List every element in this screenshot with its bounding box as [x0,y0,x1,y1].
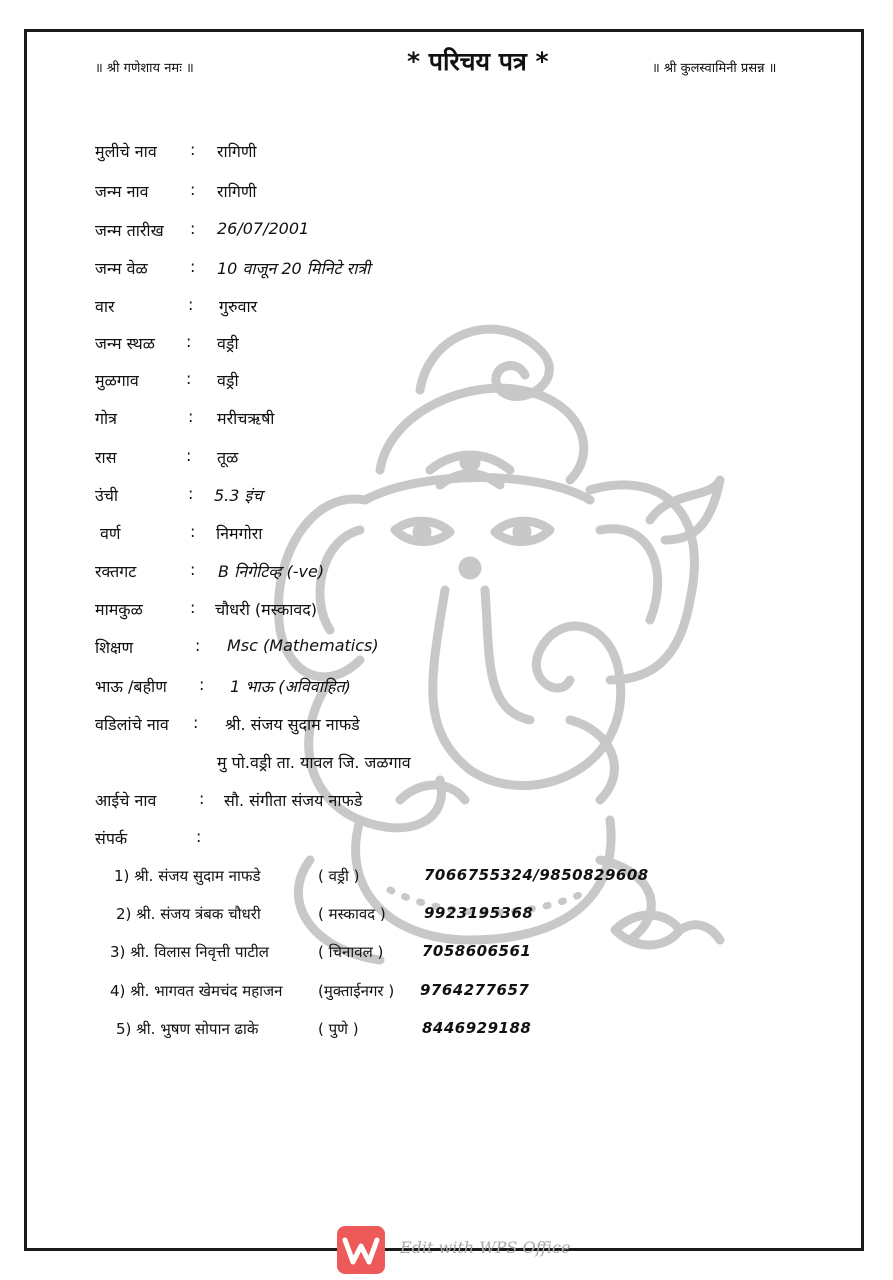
field-label: वडिलांचे नाव [95,715,169,734]
contact-name: 1) श्री. संजय सुदाम नाफडे [114,867,261,885]
field-value: 26/07/2001 [217,219,310,238]
field-colon: : [190,560,196,579]
field-value: 1 भाऊ (अविवाहित) [230,677,351,696]
field-colon: : [190,180,196,199]
field-colon: : [190,522,196,541]
field-value: वड्री [217,371,239,390]
contact-place: ( पुणे ) [318,1020,359,1038]
field-colon: : [195,636,201,655]
field-label: जन्म तारीख [95,221,164,240]
contact-name: 4) श्री. भागवत खेमचंद महाजन [110,982,283,1000]
field-label: आईचे नाव [95,791,157,810]
field-value: मरीचऋषी [217,409,275,428]
field-colon: : [196,827,202,846]
field-value: श्री. संजय सुदाम नाफडे [225,715,360,734]
field-colon: : [186,332,192,351]
field-value: B निगेटिव्ह (-ve) [218,562,325,581]
field-label: उंची [95,486,119,505]
contact-phone: 9923195368 [424,904,534,922]
wps-watermark-text: Edit with WPS Office [400,1238,571,1257]
field-label: जन्म स्थळ [95,334,155,353]
field-value: चौधरी (मस्कावद) [215,600,318,619]
field-label: संपर्क [95,829,128,848]
contact-phone: 8446929188 [422,1019,532,1037]
field-value: रागिणी [217,142,257,161]
field-label: वार [95,297,115,316]
field-value: Msc (Mathematics) [227,636,379,655]
field-colon: : [186,446,192,465]
contact-phone: 7058606561 [422,942,532,960]
contact-place: (मुक्ताईनगर ) [318,982,395,1000]
field-value: निमगोरा [216,524,263,543]
contact-name: 5) श्री. भुषण सोपान ढाके [116,1020,259,1038]
header-left: ॥ श्री गणेशाय नमः ॥ [95,61,194,76]
field-value: तूळ [217,448,239,467]
field-value: मु पो.वड्री ता. यावल जि. जळगाव [217,753,411,772]
field-colon: : [190,140,196,159]
contact-name: 2) श्री. संजय त्रंबक चौधरी [116,905,261,923]
contact-phone: 7066755324/9850829608 [424,866,649,884]
field-label: रक्तगट [95,562,137,581]
contact-place: ( वड्री ) [318,867,360,885]
field-value: वड्री [217,334,239,353]
field-colon: : [188,407,194,426]
contact-name: 3) श्री. विलास निवृत्ती पाटील [110,943,269,961]
field-value: 5.3 इंच [214,486,263,505]
field-label: मामकुळ [95,600,143,619]
field-label: मुलीचे नाव [95,142,157,161]
field-label: शिक्षण [95,638,134,657]
field-label: रास [95,448,117,467]
field-label: वर्ण [100,524,121,543]
field-label: जन्म नाव [95,182,149,201]
field-colon: : [193,713,199,732]
header-right: ॥ श्री कुलस्वामिनी प्रसन्न ॥ [652,61,777,76]
field-colon: : [188,295,194,314]
field-label: गोत्र [95,409,117,428]
field-colon: : [190,598,196,617]
wps-logo-icon [337,1226,385,1274]
field-colon: : [190,219,196,238]
field-value: गुरुवार [219,297,258,316]
field-colon: : [186,369,192,388]
field-label: भाऊ /बहीण [95,677,167,696]
contact-place: ( मस्कावद ) [318,905,386,923]
field-colon: : [199,675,205,694]
field-label: मुळगाव [95,371,139,390]
field-value: सौ. संगीता संजय नाफडे [224,791,363,810]
field-label: जन्म वेळ [95,259,148,278]
page-title: * परिचय पत्र * [407,47,549,76]
field-colon: : [188,484,194,503]
field-value: 10 वाजून 20 मिनिटे रात्री [217,259,371,278]
contact-phone: 9764277657 [420,981,530,999]
field-value: रागिणी [217,182,257,201]
field-colon: : [190,257,196,276]
contact-place: ( चिनावल ) [318,943,384,961]
field-colon: : [199,789,205,808]
